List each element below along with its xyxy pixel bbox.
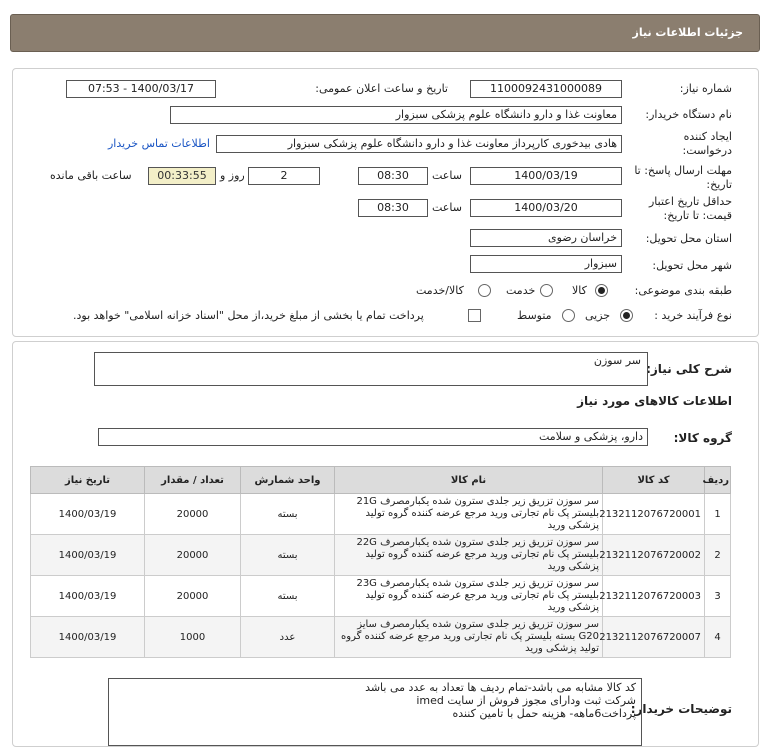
buyer-note-line: کد کالا مشابه می باشد-تمام ردیف ها تعداد به عدد می باشد (365, 681, 636, 694)
buyer-org-field: معاونت غذا و دارو دانشگاه علوم پزشکی سبزوار (170, 106, 622, 124)
item-name: سر سوزن تزریق زیر جلدی سترون شده یکبارمصرف 21G بلیستر پک نام تجارتی ورید مرجع عرضه کننده گروه تولید پزشکی ورید (335, 494, 603, 535)
category-goods-radio[interactable] (595, 284, 608, 297)
table-row (31, 494, 731, 535)
city-label: شهر محل تحویل: (652, 259, 732, 272)
table-header-row (31, 467, 731, 494)
buyer-note-line: پرداخت6ماهه- هزینه حمل با تامین کننده (452, 707, 636, 720)
buyer-org-label: نام دستگاه خریدار: (645, 108, 732, 121)
treasury-payment-checkbox[interactable] (468, 309, 481, 322)
buyer-note-line: شرکت ثبت ودارای مجوز فروش از سایت imed (416, 694, 636, 707)
creator-label: ایجاد کننده درخواست: (682, 130, 732, 157)
reply-time-label: ساعت (432, 169, 462, 182)
item-qty: 20000 (145, 494, 241, 535)
item-qty: 20000 (145, 576, 241, 617)
row-num: 2 (705, 535, 731, 576)
category-label: طبقه بندی موضوعی: (634, 284, 732, 297)
price-time-label: ساعت (432, 201, 462, 214)
city-field: سبزوار (470, 255, 622, 273)
category-goods-service-label: کالا/خدمت (416, 284, 464, 297)
goods-table (30, 466, 731, 658)
reply-deadline-label: مهلت ارسال پاسخ: تا تاریخ: (634, 164, 732, 191)
treasury-payment-note: پرداخت تمام یا بخشی از مبلغ خرید،از محل "اسناد خزانه اسلامی" خواهد بود. (73, 309, 424, 322)
row-num: 1 (705, 494, 731, 535)
goods-info-title: اطلاعات کالاهای مورد نیاز (577, 394, 732, 408)
item-code: 2132112076720007 (603, 617, 705, 658)
item-name: سر سوزن تزریق زیر جلدی سترون شده یکبارمصرف سایز G20 بسته بلیستر پک نام تجارتی ورید مرجع عرضه کننده گروه تولید پزشکی ورید (335, 617, 603, 658)
item-date: 1400/03/19 (31, 576, 145, 617)
need-number-field: 1100092431000089 (470, 80, 622, 98)
table-row (31, 617, 731, 658)
reply-date-field: 1400/03/19 (470, 167, 622, 185)
purchase-minor-radio[interactable] (620, 309, 633, 322)
category-service-radio[interactable] (540, 284, 553, 297)
item-date: 1400/03/19 (31, 494, 145, 535)
days-label: روز و (220, 169, 245, 182)
need-number-label: شماره نیاز: (679, 82, 732, 95)
price-time-field: 08:30 (358, 199, 428, 217)
price-date-field: 1400/03/20 (470, 199, 622, 217)
reply-time-field: 08:30 (358, 167, 428, 185)
goods-group-field: دارو، پزشکی و سلامت (98, 428, 648, 446)
announce-field: 1400/03/17 - 07:53 (66, 80, 216, 98)
category-service-label: خدمت (506, 284, 536, 297)
province-label: استان محل تحویل: (645, 232, 732, 245)
item-qty: 1000 (145, 617, 241, 658)
row-num: 4 (705, 617, 731, 658)
general-desc-label: شرح کلی نیاز: (646, 362, 732, 376)
goods-group-label: گروه کالا: (673, 431, 732, 445)
price-validity-label: حداقل تاریخ اعتبار قیمت: تا تاریخ: (648, 195, 732, 222)
page-header (10, 14, 760, 52)
item-date: 1400/03/19 (31, 617, 145, 658)
col-code: کد کالا (603, 467, 705, 494)
item-code: 2132112076720003 (603, 576, 705, 617)
table-row (31, 576, 731, 617)
page-title: جزئیات اطلاعات نیاز (632, 26, 743, 39)
category-goods-label: کالا (572, 284, 587, 297)
buyer-notes-box (108, 678, 642, 746)
remaining-label: ساعت باقی مانده (50, 169, 132, 182)
item-date: 1400/03/19 (31, 535, 145, 576)
col-date: تاریخ نیاز (31, 467, 145, 494)
item-name: سر سوزن تزریق زیر جلدی سترون شده یکبارمصرف 23G بلیستر پک نام تجارتی ورید مرجع عرضه کننده گروه تولید پزشکی ورید (335, 576, 603, 617)
item-unit: بسته (241, 535, 335, 576)
col-unit: واحد شمارش (241, 467, 335, 494)
col-name: نام کالا (335, 467, 603, 494)
purchase-medium-label: متوسط (517, 309, 552, 322)
buyer-notes-label: توضیحات خریدار: (630, 702, 732, 716)
general-desc-field: سر سوزن (94, 352, 648, 386)
item-unit: بسته (241, 576, 335, 617)
table-row (31, 535, 731, 576)
creator-field: هادی بیدخوری کارپرداز معاونت غذا و دارو دانشگاه علوم پزشکی سبزوار (216, 135, 622, 153)
purchase-medium-radio[interactable] (562, 309, 575, 322)
purchase-minor-label: جزیی (585, 309, 611, 322)
col-qty: تعداد / مقدار (145, 467, 241, 494)
purchase-type-label: نوع فرآیند خرید : (654, 309, 732, 322)
row-num: 3 (705, 576, 731, 617)
item-unit: بسته (241, 494, 335, 535)
province-field: خراسان رضوی (470, 229, 622, 247)
item-code: 2132112076720002 (603, 535, 705, 576)
remaining-timer: 00:33:55 (148, 167, 216, 185)
col-row-num: ردیف (705, 467, 731, 494)
announce-label: تاریخ و ساعت اعلان عمومی: (315, 82, 448, 95)
item-name: سر سوزن تزریق زیر جلدی سترون شده یکبارمصرف 22G بلیستر پک نام تجارتی ورید مرجع عرضه کننده گروه تولید پزشکی ورید (335, 535, 603, 576)
days-field: 2 (248, 167, 320, 185)
item-code: 2132112076720001 (603, 494, 705, 535)
contact-info-link[interactable]: اطلاعات تماس خریدار (108, 137, 210, 150)
item-qty: 20000 (145, 535, 241, 576)
item-unit: عدد (241, 617, 335, 658)
category-goods-service-radio[interactable] (478, 284, 491, 297)
